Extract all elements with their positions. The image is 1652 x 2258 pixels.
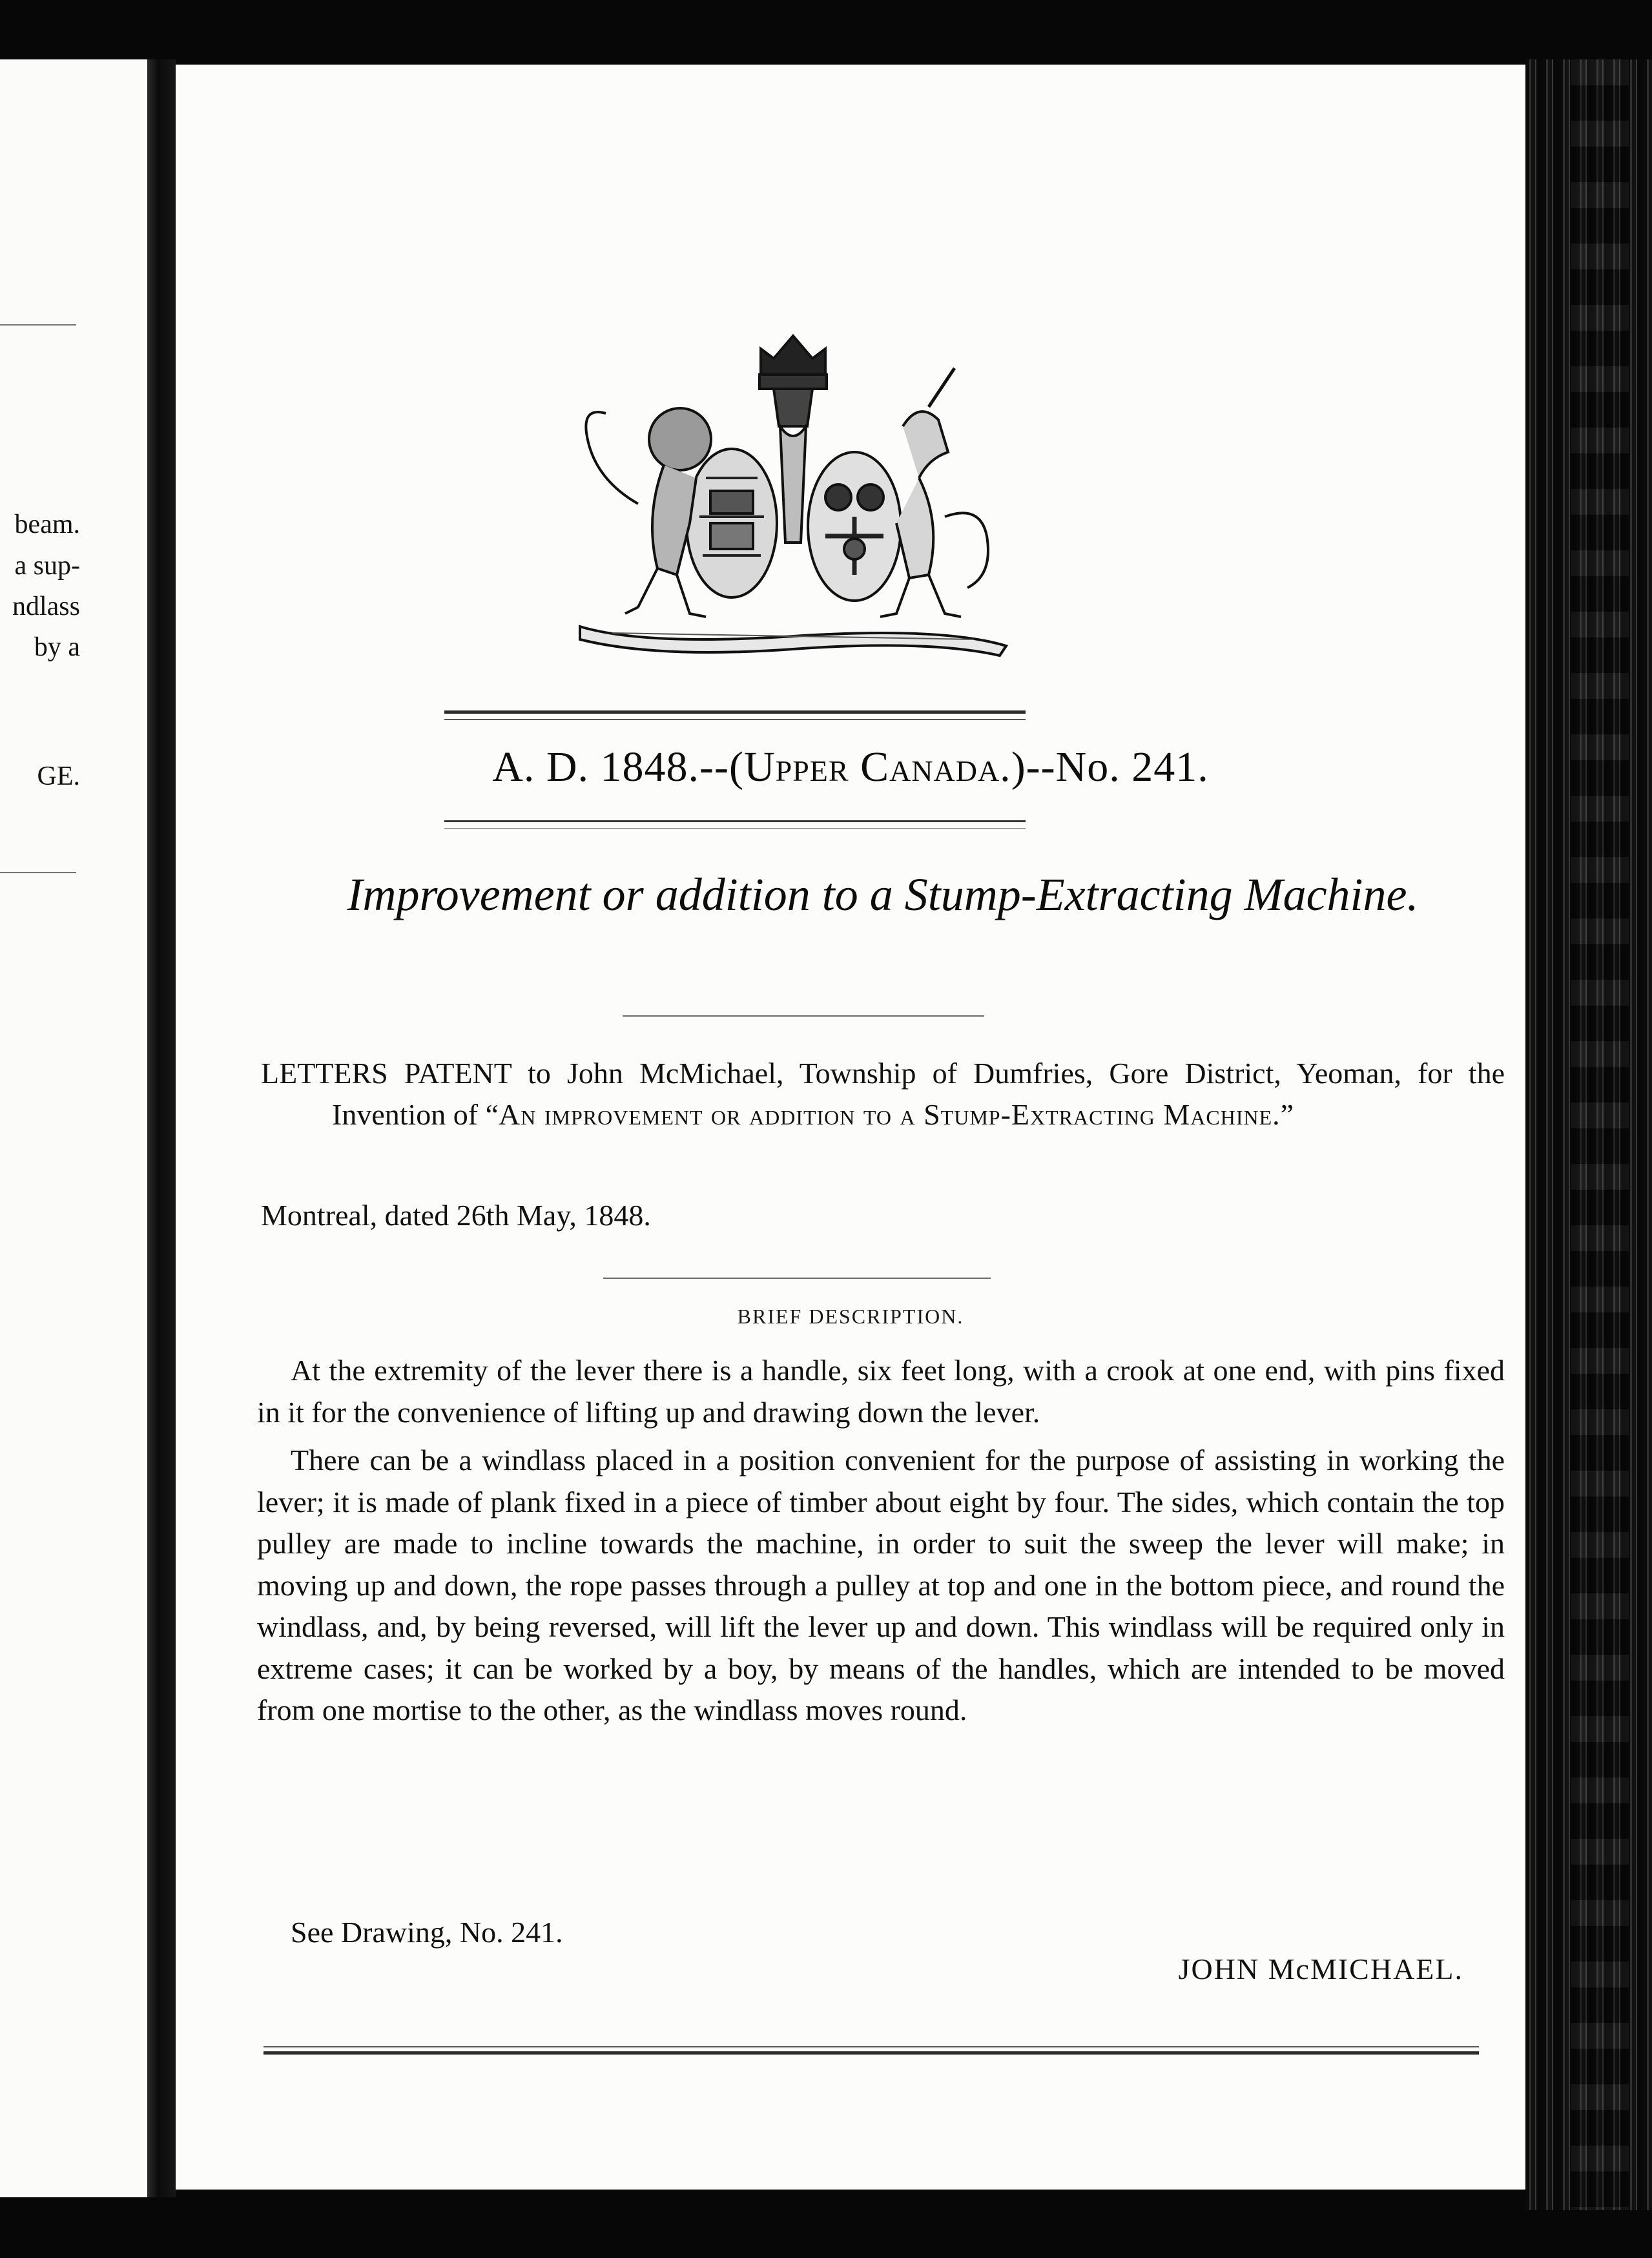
patent-title: Improvement or addition to a Stump-Extracting Machine. — [347, 869, 1419, 920]
closing-quote: ” — [1280, 1098, 1294, 1131]
header-rule — [444, 710, 1026, 720]
brief-description-heading: BRIEF DESCRIPTION. — [737, 1305, 964, 1328]
description-paragraph: At the extremity of the lever there is a handle, six feet long, with a crook at one end, with pins fixed in it for the convenience of lifting up and drawing down the lever. — [257, 1354, 1505, 1429]
letters-patent-lead: LETTERS PATENT — [261, 1057, 512, 1090]
left-page-fragment: beam. — [14, 510, 80, 539]
see-drawing-reference: See Drawing, No. 241. — [291, 1916, 563, 1949]
document-page — [176, 65, 1525, 2190]
heading-separator: --( — [699, 743, 744, 791]
royal-coat-of-arms-icon — [567, 329, 1019, 678]
heading-underline-thin — [444, 828, 1026, 829]
footer-rule — [263, 2046, 1479, 2055]
heading-year: A. D. 1848. — [492, 743, 700, 791]
patent-heading — [176, 743, 1525, 792]
left-page-fragment: a sup- — [14, 551, 80, 581]
heading-separator: )-- — [1011, 743, 1056, 791]
section-rule — [603, 1278, 991, 1279]
left-facing-page — [0, 59, 147, 2197]
book-spine-edge — [1525, 59, 1652, 2210]
heading-province: Upper Canada. — [743, 743, 1011, 791]
title-rule — [623, 1015, 984, 1017]
dated-line: Montreal, dated 26th May, 1848. — [261, 1199, 651, 1232]
left-page-rule — [0, 324, 76, 326]
book-gutter — [147, 59, 176, 2197]
letters-patent-paragraph — [261, 1053, 1505, 1135]
left-page-rule — [0, 872, 76, 873]
letters-patent-text: to John McMichael, Township of Dumfries, Gore District, Yeoman, for the Invention of “ — [332, 1057, 1505, 1131]
left-page-fragment: GE. — [37, 761, 80, 791]
inventor-signature: JOHN McMICHAEL. — [1178, 1952, 1463, 1985]
heading-underline — [444, 820, 1026, 822]
invention-name: An improvement or addition to a Stump-Extracting Machine. — [499, 1098, 1281, 1131]
description-paragraph: There can be a windlass placed in a position convenient for the purpose of assisting in working the lever; it is made of plank fixed in a piece of timber about eight by four. The sides, which contain the top pulley are made to incline towards the machine, in order to suit the sweep the lever will make; in moving up and down, the rope passes through a pulley at top and one in the bottom piece, and round the windlass, and, by being reversed, will lift the lever up and down. This windlass will be required only in extreme cases; it can be worked by a boy, by means of the handles, which are intended to be moved from one mortise to the other, as the windlass moves round. — [257, 1444, 1505, 1726]
description-body — [257, 1350, 1505, 1738]
left-page-fragment: by a — [34, 632, 80, 662]
heading-patent-number: No. 241. — [1055, 743, 1209, 791]
left-page-fragment: ndlass — [12, 592, 80, 621]
